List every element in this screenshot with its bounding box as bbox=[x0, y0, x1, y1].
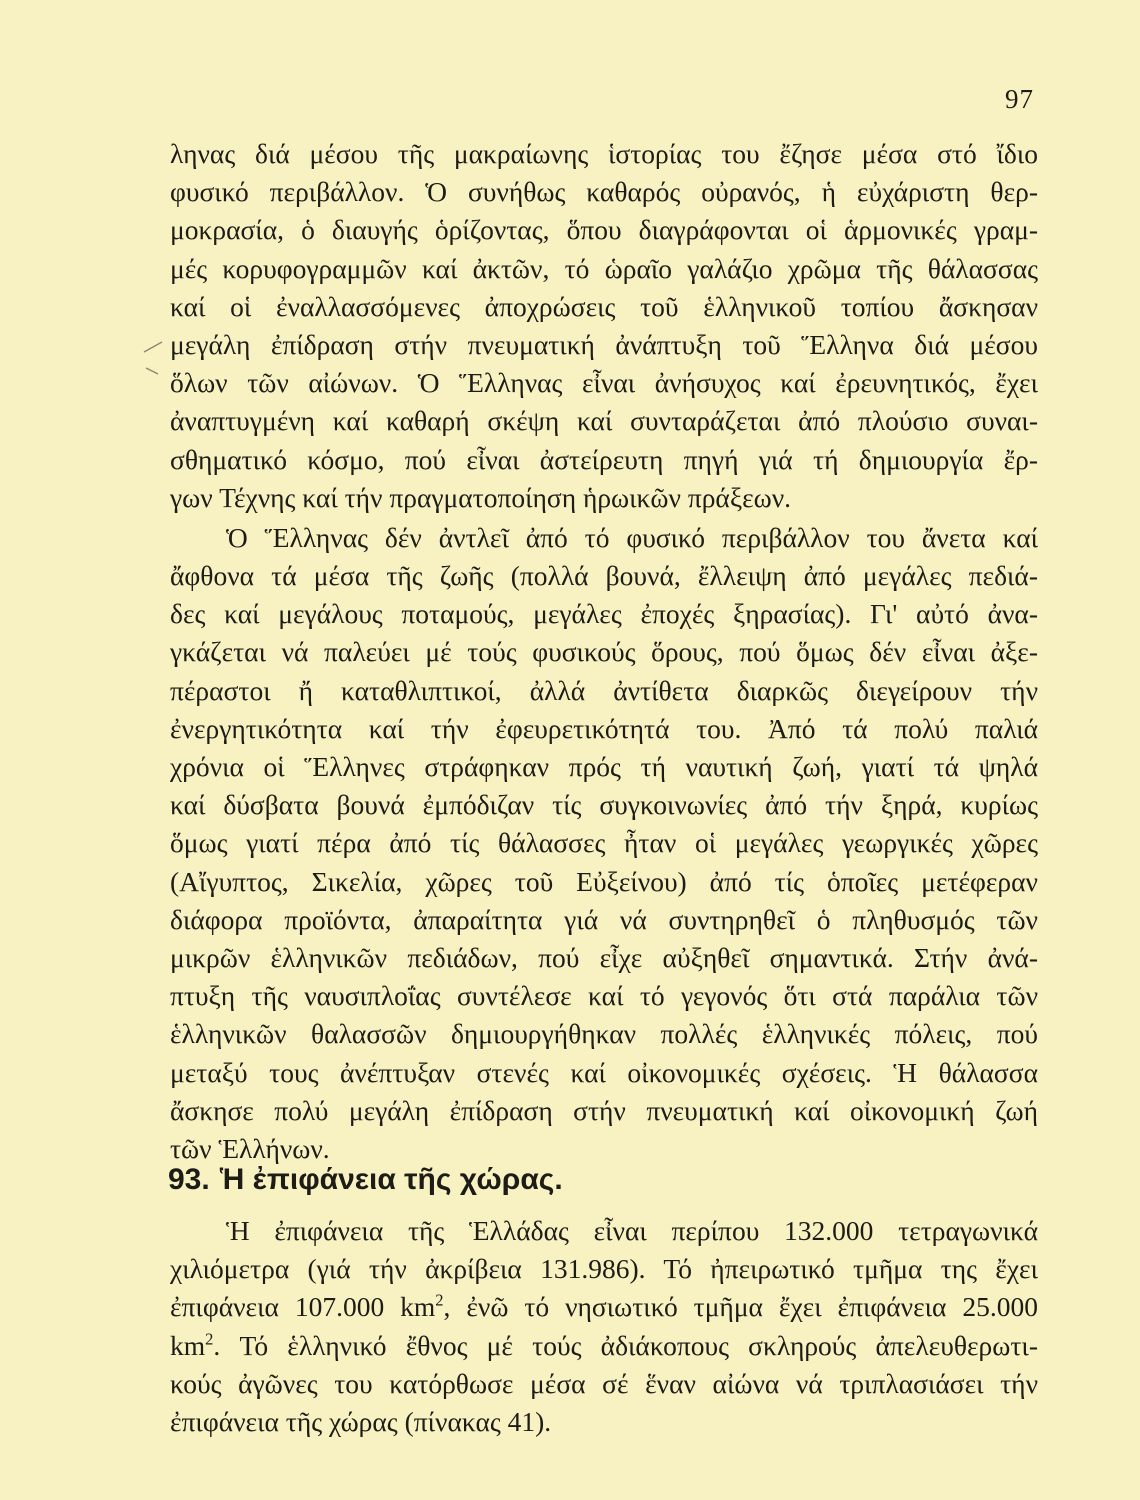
text-line: πέραστοι ἤ καταθλιπτικοί, ἀλλά ἀντίθετα διαρκῶς διεγείρουν τήν bbox=[170, 674, 1038, 706]
text-line: ὅλων τῶν αἰώνων. Ὁ Ἕλληνας εἶναι ἀνήσυχος καί ἐρευνητικός, ἔχει bbox=[170, 367, 1038, 399]
margin-pencil-mark bbox=[138, 338, 168, 378]
section-heading bbox=[168, 1160, 563, 1200]
main-text bbox=[170, 135, 1038, 1168]
text-line: ἑλληνικῶν θαλασσῶν δημιουργήθηκαν πολλές ἑλληνικές πόλεις, πού bbox=[170, 1018, 1038, 1050]
text-line: χιλιόμετρα (γιά τήν ἀκρίβεια 131.986). Τό ἠπειρωτικό τμῆμα της ἔχει bbox=[170, 1253, 1038, 1285]
paragraph-2 bbox=[170, 519, 1038, 1168]
text-line: μικρῶν ἑλληνικῶν πεδιάδων, πού εἶχε αὐξηθεῖ σημαντικά. Στήν ἀνά- bbox=[170, 941, 1038, 973]
superscript: 2 bbox=[205, 1328, 214, 1348]
text-line-with-superscript bbox=[170, 1288, 1038, 1326]
text-line: ἐπιφάνεια τῆς χώρας (πίνακας 41). bbox=[170, 1405, 552, 1437]
text-line: μεταξύ τους ἀνέπτυξαν στενές καί οἰκονομικές σχέσεις. Ἡ θάλασσα bbox=[170, 1056, 1038, 1088]
text-line: ἄφθονα τά μέσα τῆς ζωῆς (πολλά βουνά, ἔλλειψη ἀπό μεγάλες πεδιά- bbox=[170, 560, 1038, 592]
text-line: ἄσκησε πολύ μεγάλη ἐπίδραση στήν πνευματική καί οἰκονομική ζωή bbox=[170, 1094, 1038, 1126]
text-segment: , ἐνῶ τό νησιωτικό τμῆμα ἔχει ἐπιφάνεια 25.000 bbox=[443, 1291, 1038, 1323]
text-segment: . Τό ἑλληνικό ἔθνος μέ τούς ἀδιάκοπους σκληρούς ἀπελευθερωτι- bbox=[213, 1329, 1038, 1361]
text-line: φυσικό περιβάλλον. Ὁ συνήθως καθαρός οὐρανός, ἡ εὐχάριστη θερ- bbox=[170, 176, 1038, 208]
section-title: Ἡ ἐπιφάνεια τῆς χώρας. bbox=[219, 1163, 563, 1196]
text-line: μοκρασία, ὁ διαυγής ὁρίζοντας, ὅπου διαγράφονται οἱ ἁρμονικές γραμ- bbox=[170, 214, 1038, 246]
text-line: δες καί μεγάλους ποταμούς, μεγάλες ἐποχές ξηρασίας). Γι' αὐτό ἀνα- bbox=[170, 598, 1038, 630]
text-line: ἀναπτυγμένη καί καθαρή σκέψη καί συνταράζεται ἀπό πλούσιο συναι- bbox=[170, 405, 1038, 437]
text-line: (Αἴγυπτος, Σικελία, χῶρες τοῦ Εὐξείνου) ἀπό τίς ὁποῖες μετέφεραν bbox=[170, 865, 1038, 897]
text-line-with-superscript bbox=[170, 1327, 1038, 1365]
text-line: Ὁ Ἕλληνας δέν ἀντλεῖ ἀπό τό φυσικό περιβάλλον του ἄνετα καί bbox=[226, 521, 1038, 553]
text-segment: km bbox=[170, 1329, 206, 1361]
text-line: ἐνεργητικότητα καί τήν ἐφευρετικότητά του. Ἀπό τά πολύ παλιά bbox=[170, 712, 1038, 744]
text-line: ληνας διά μέσου τῆς μακραίωνης ἱστορίας του ἔζησε μέσα στό ἴδιο bbox=[170, 138, 1038, 169]
text-line: γων Τέχνης καί τήν πραγματοποίηση ἡρωικῶν πράξεων. bbox=[170, 481, 792, 513]
text-line: μεγάλη ἐπίδραση στήν πνευματική ἀνάπτυξη τοῦ Ἕλληνα διά μέσου bbox=[170, 328, 1038, 360]
text-segment: ἐπιφάνεια 107.000 km bbox=[170, 1291, 436, 1323]
text-line: γκάζεται νά παλεύει μέ τούς φυσικούς ὅρους, πού ὅμως δέν εἶναι ἀξε- bbox=[170, 636, 1038, 668]
paragraph-3 bbox=[170, 1212, 1038, 1441]
text-line: καί δύσβατα βουνά ἐμπόδιζαν τίς συγκοινωνίες ἀπό τήν ξηρά, κυρίως bbox=[170, 789, 1038, 821]
text-line: καί οἱ ἐναλλασσόμενες ἀποχρώσεις τοῦ ἑλληνικοῦ τοπίου ἄσκησαν bbox=[170, 290, 1038, 322]
text-line: ὅμως γιατί πέρα ἀπό τίς θάλασσες ἦταν οἱ μεγάλες γεωργικές χῶρες bbox=[170, 827, 1038, 859]
section-number: 93. bbox=[168, 1163, 210, 1196]
text-line: τῶν Ἑλλήνων. bbox=[170, 1132, 330, 1164]
text-line: κούς ἀγῶνες του κατόρθωσε μέσα σέ ἕναν αἰώνα νά τριπλασιάσει τήν bbox=[170, 1367, 1038, 1399]
text-line: Ἡ ἐπιφάνεια τῆς Ἑλλάδας εἶναι περίπου 132.000 τετραγωνικά bbox=[226, 1215, 1038, 1246]
text-line: πτυξη τῆς ναυσιπλοΐας συντέλεσε καί τό γεγονός ὅτι στά παράλια τῶν bbox=[170, 980, 1038, 1012]
text-line: χρόνια οἱ Ἕλληνες στράφηκαν πρός τή ναυτική ζωή, γιατί τά ψηλά bbox=[170, 751, 1038, 782]
superscript: 2 bbox=[435, 1290, 444, 1310]
paragraph-1 bbox=[170, 135, 1038, 517]
text-line: σθηματικό κόσμο, πού εἶναι ἀστείρευτη πηγή γιά τή δημιουργία ἔρ- bbox=[170, 443, 1038, 475]
page-number: 97 bbox=[1005, 84, 1034, 114]
text-line: διάφορα προϊόντα, ἀπαραίτητα γιά νά συντηρηθεῖ ὁ πληθυσμός τῶν bbox=[170, 903, 1038, 935]
text-line: μές κορυφογραμμῶν καί ἀκτῶν, τό ὡραῖο γαλάζιο χρῶμα τῆς θάλασσας bbox=[170, 252, 1038, 284]
